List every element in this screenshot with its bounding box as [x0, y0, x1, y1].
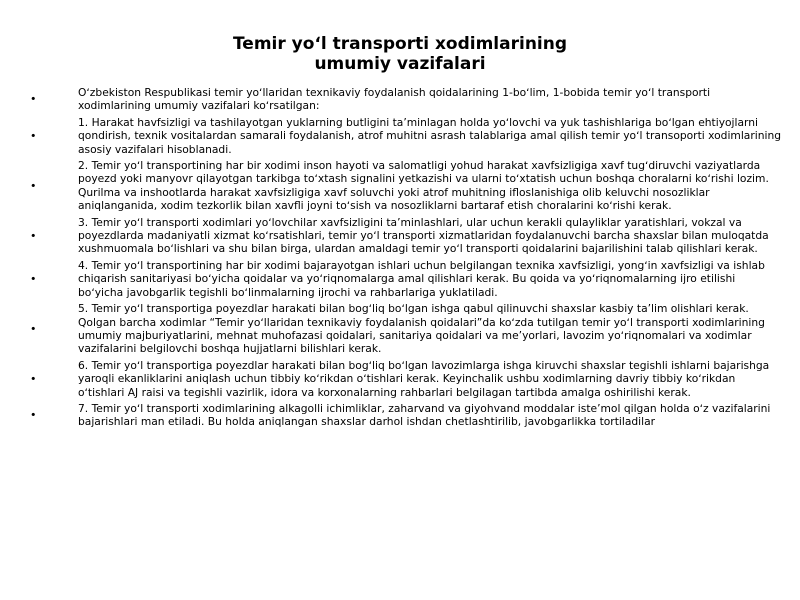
slide-title — [150, 34, 650, 74]
slide-title-line-1: Temir yoʻl transporti xodimlarining — [232, 34, 568, 54]
paragraph-text: 2. Temir yoʻl transportining har bir xodimi inson hayoti va salomatligi yohud harakat xavfsizligiga xavf tugʻdiruvchi vaziyatlarda poyezd yoki manyovr qilayotgan tarkibga toʻxtash signalini yetkazishi va ularni toʻxtatish uchun boshqa choralarni koʻrishi lozim. Qurilma va inshootlarda harakat xavfsizligiga xavf soluvchi yoki atrof muhitning ifloslanishiga olib keluvchi nosozliklar aniqlanganida, xodim tezkorlik bilan xavfli joyni toʻsish va nosozliklarni bartaraf etish choralarini koʻrishi kerak. — [78, 159, 769, 213]
bullet-item-4 — [30, 259, 782, 299]
bullet-dot-icon: • — [30, 92, 37, 106]
paragraph-text: 7. Temir yoʻl transporti xodimlarining alkagolli ichimliklar, zaharvand va giyohvand moddalar isteʼmol qilgan holda oʻz vazifalarini bajarishlari man etiladi. Bu holda aniqlangan shaxslar darhol ishdan chetlashtirilib, javobgarlikka tortiladilar — [78, 401, 771, 429]
paragraph-text: 6. Temir yoʻl transportiga poyezdlar harakati bilan bogʻliq boʻlgan lavozimlarga ishga kiruvchi shaxslar tegishli ishlarni bajarishga yaroqli ekanliklarini aniqlash uchun tibbiy koʻrikdan oʻtishlari kerak. Keyinchalik ushbu xodimlarning davriy tibbiy koʻrikdan oʻtishlari AJ raisi va tegishli vazirlik, idora va korxonalarning rahbarlari belgilagan tartibda amalga oshirilishi kerak. — [78, 358, 770, 399]
bullet-dot-icon: • — [30, 372, 37, 386]
bullet-item-2 — [30, 159, 782, 213]
bullet-item-6 — [30, 359, 782, 399]
paragraph-text: 5. Temir yoʻl transportiga poyezdlar harakati bilan bogʻliq boʻlgan ishga qabul qilinuvchi shaxslar kasbiy taʼlim olishlari kerak. Qolgan barcha xodimlar “Temir yoʻllaridan texnikaviy foydalanish qoidalari”da koʻzda tutilgan temir yoʻl transporti xodimlarining umumiy majburiyatlarini, mehnat muhofazasi qoidalari, sanitariya qoidalari va meʼyorlari, lavozim yoʻriqnomalari va xodimlar vazifalarini belgilovchi boshqa hujjatlarni bilishlari kerak. — [78, 302, 765, 356]
paragraph-text: 1. Harakat havfsizligi va tashilayotgan yuklarning butligini taʼminlagan holda yoʻlovchi va yuk tashishlariga boʻlgan ehtiyojlarni qondirish, texnik vositalardan samarali foydalanish, atrof muhitni asrash talablariga amal qilish temir yoʻl transoporti xodimlarining asosiy vazifalari hisoblanadi. — [78, 115, 782, 156]
bullet-dot-icon: • — [30, 322, 37, 336]
paragraph-text: Oʻzbekiston Respublikasi temir yoʻllaridan texnikaviy foydalanish qoidalarining 1-boʻlim, 1-bobida temir yoʻl transporti xodimlarining umumiy vazifalari koʻrsatilgan: — [78, 86, 711, 113]
bullet-dot-icon: • — [30, 229, 37, 243]
bullet-dot-icon: • — [30, 408, 37, 422]
bullet-item-5 — [30, 302, 782, 356]
paragraph-text: 4. Temir yoʻl transportining har bir xodimi bajarayotgan ishlari uchun belgilangan texnika xavfsizligi, yongʻin xavfsizligi va ishlab chiqarish sanitariyasi boʻyicha qoidalar va yoʻriqnomalarga amal qilishlari kerak. Bu qoida va yoʻriqnomalarning ijro etilishi boʻyicha javobgarlik tegishli boʻlinmalarning ijrochi va rahbarlariga yuklatiladi. — [78, 258, 765, 299]
bullet-dot-icon: • — [30, 129, 37, 143]
paragraph-text: 3. Temir yoʻl transporti xodimlari yoʻlovchilar xavfsizligini taʼminlashlari, ular uchun kerakli qulayliklar yaratishlari, vokzal va poyezdlarda madaniyatli xizmat koʻrsatishlari, temir yoʻl transporti xizmatlaridan foydalanuvchi barcha shaxslar bilan muloqatda xushmuomala boʻlishlari va shu bilan birga, ulardan amaldagi temir yoʻl transporti qoidalarini bajarilishini talab qilishlari kerak. — [78, 215, 769, 256]
bullet-list — [30, 86, 782, 432]
slide-title-line-2: umumiy vazifalari — [314, 54, 486, 74]
bullet-item-intro — [30, 86, 782, 113]
bullet-dot-icon: • — [30, 179, 37, 193]
bullet-dot-icon: • — [30, 272, 37, 286]
bullet-item-7 — [30, 402, 782, 429]
bullet-item-3 — [30, 216, 782, 256]
bullet-item-1 — [30, 116, 782, 156]
